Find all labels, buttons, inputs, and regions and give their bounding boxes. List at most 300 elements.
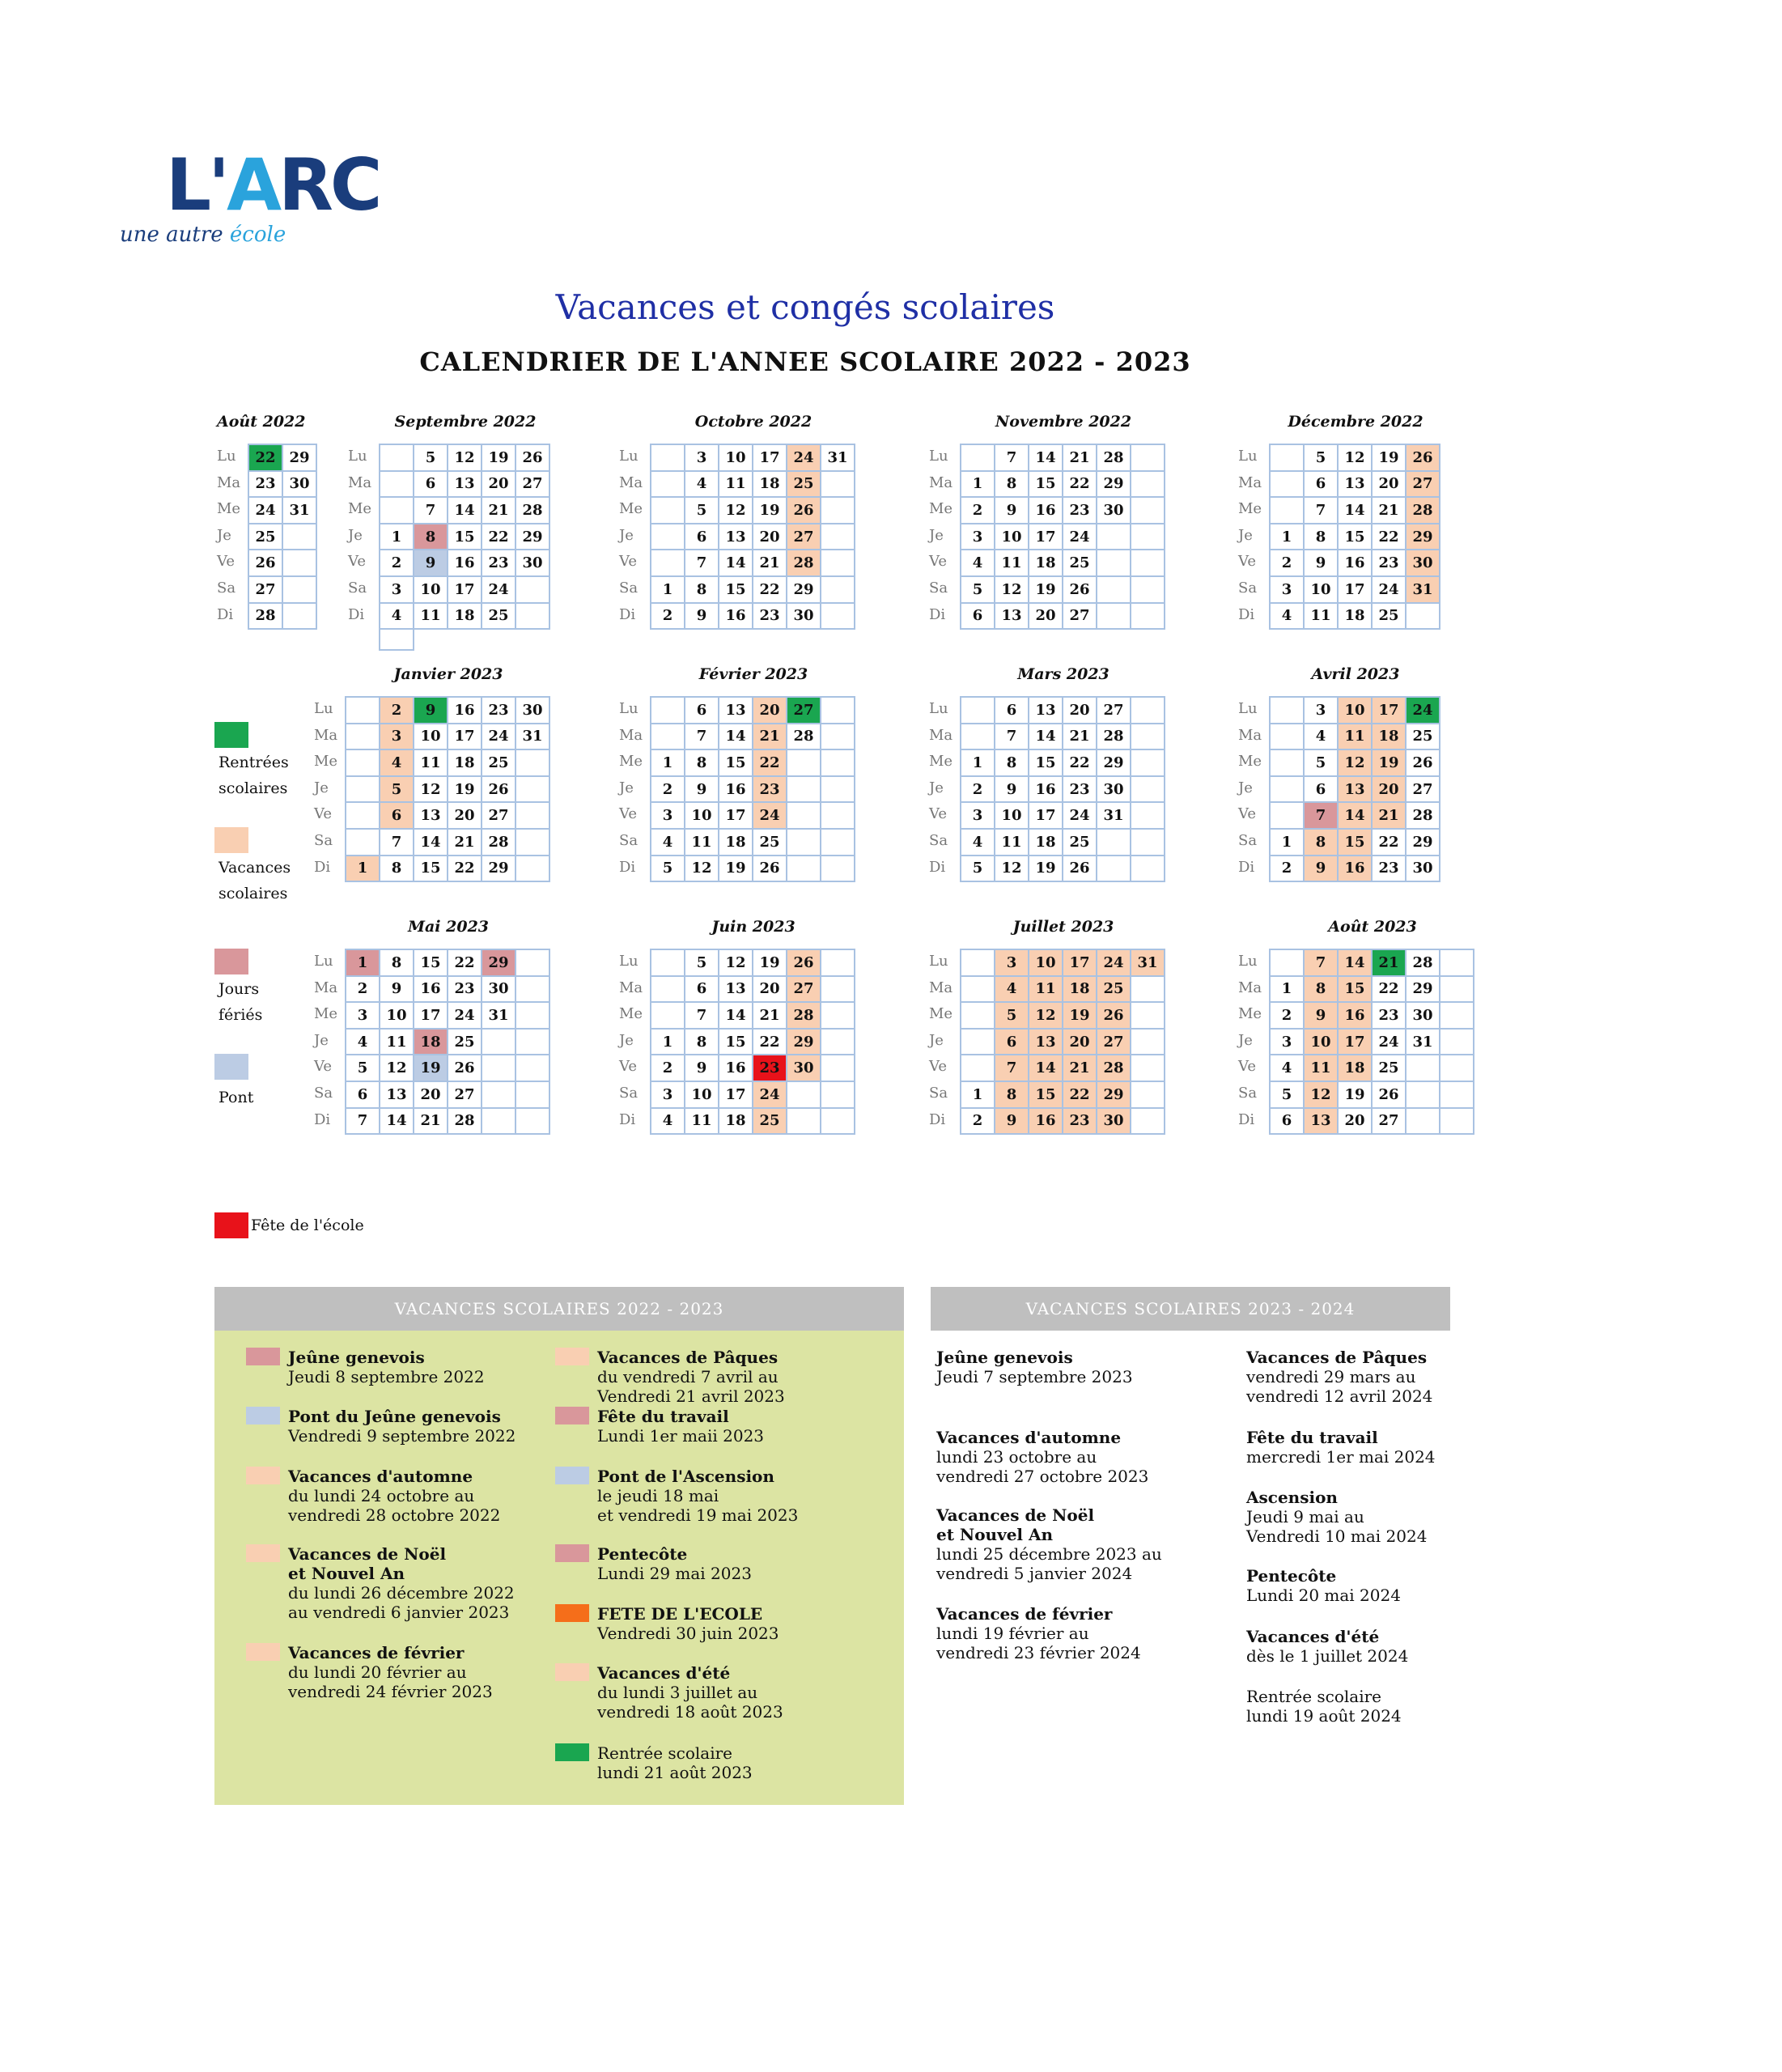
- vacation-date: lundi 21 août 2023: [597, 1763, 753, 1782]
- day-cell: 2: [380, 550, 414, 576]
- day-cell: 4: [1270, 603, 1304, 630]
- day-cell: [787, 856, 821, 882]
- day-cell: 15: [719, 749, 753, 776]
- day-cell: 22: [482, 524, 516, 550]
- day-name: Lu: [314, 953, 333, 970]
- day-cell: 15: [1029, 1081, 1063, 1108]
- day-cell: 13: [719, 524, 753, 550]
- day-cell: 2: [1270, 550, 1304, 576]
- legend-swatch-feries: [214, 949, 248, 974]
- day-cell: [1440, 949, 1474, 976]
- day-cell: 14: [1029, 724, 1063, 750]
- legend-swatch-pont: [214, 1054, 248, 1080]
- day-cell: [1131, 856, 1165, 882]
- day-cell: [448, 629, 482, 650]
- vacation-title: Vacances de Noël: [936, 1505, 1095, 1525]
- day-cell: [821, 1055, 855, 1081]
- month-title: Mars 2023: [1017, 665, 1110, 683]
- day-cell: 6: [685, 697, 719, 724]
- day-name: Lu: [1238, 953, 1258, 970]
- day-cell: 20: [753, 976, 787, 1003]
- day-cell: [961, 697, 995, 724]
- day-cell: 7: [1304, 949, 1338, 976]
- month-table: [960, 696, 1165, 882]
- day-cell: 25: [1372, 1055, 1406, 1081]
- day-cell: 12: [380, 1055, 414, 1081]
- day-cell: [821, 550, 855, 576]
- day-name: Me: [314, 1005, 338, 1023]
- day-cell: 27: [1097, 697, 1131, 724]
- month-table: [960, 949, 1165, 1135]
- day-cell: 1: [651, 576, 685, 603]
- day-cell: 12: [1304, 1081, 1338, 1108]
- day-cell: 21: [753, 1002, 787, 1029]
- legend-label-feries: Jours: [219, 980, 260, 998]
- month-table: [248, 444, 317, 630]
- day-name: Me: [929, 500, 953, 518]
- day-cell: 6: [414, 471, 448, 498]
- day-cell: 19: [1063, 1002, 1097, 1029]
- day-cell: [1097, 603, 1131, 630]
- day-cell: 9: [1304, 856, 1338, 882]
- vacances-2022-2023-header: VACANCES SCOLAIRES 2022 - 2023: [214, 1287, 904, 1331]
- day-cell: [516, 1108, 549, 1135]
- vacation-item: [1246, 1687, 1402, 1726]
- day-cell: 2: [651, 603, 685, 630]
- day-cell: 30: [282, 471, 316, 498]
- day-cell: 6: [380, 802, 414, 829]
- day-name: Sa: [1238, 1085, 1258, 1102]
- day-cell: 1: [651, 749, 685, 776]
- day-cell: 14: [1029, 444, 1063, 471]
- vacation-title: FETE DE L'ECOLE: [597, 1604, 763, 1624]
- day-cell: 22: [753, 576, 787, 603]
- day-cell: 28: [1406, 497, 1440, 524]
- day-cell: 18: [753, 471, 787, 498]
- day-cell: 29: [787, 576, 821, 603]
- day-cell: 2: [961, 776, 995, 803]
- vacation-title: Vacances d'automne: [936, 1428, 1122, 1447]
- day-cell: 25: [1063, 550, 1097, 576]
- month-title: Mai 2023: [407, 918, 490, 936]
- day-cell: [1131, 976, 1165, 1003]
- day-cell: 3: [380, 724, 414, 750]
- day-name: Lu: [929, 700, 948, 717]
- day-name: Me: [217, 500, 241, 518]
- day-name: Ve: [929, 553, 947, 571]
- vacation-item: [1246, 1566, 1401, 1605]
- day-cell: [821, 603, 855, 630]
- day-cell: 14: [1338, 497, 1372, 524]
- day-cell: 13: [1304, 1108, 1338, 1135]
- day-cell: 22: [753, 1029, 787, 1055]
- day-cell: 1: [961, 471, 995, 498]
- day-name: Ma: [619, 979, 643, 996]
- vacation-item: [288, 1643, 493, 1701]
- day-cell: 23: [753, 603, 787, 630]
- day-name: Ma: [348, 473, 372, 491]
- day-cell: [651, 444, 685, 471]
- vacation-date: Vendredi 21 avril 2023: [597, 1386, 785, 1406]
- month-title: Juin 2023: [711, 918, 796, 936]
- day-cell: 10: [1304, 576, 1338, 603]
- day-cell: 28: [482, 829, 516, 856]
- day-cell: 2: [961, 1108, 995, 1135]
- day-name: Lu: [348, 448, 367, 465]
- day-name: Ma: [1238, 979, 1262, 996]
- day-cell: 9: [995, 776, 1029, 803]
- day-cell: 30: [1097, 776, 1131, 803]
- day-cell: 11: [719, 471, 753, 498]
- day-cell: 1: [651, 1029, 685, 1055]
- vacation-item: [597, 1663, 783, 1722]
- day-cell: 26: [516, 444, 549, 471]
- day-cell: 2: [380, 697, 414, 724]
- day-cell: 16: [1029, 1108, 1063, 1135]
- day-cell: 30: [1406, 550, 1440, 576]
- day-name: Lu: [929, 448, 948, 465]
- day-cell: 23: [248, 471, 282, 498]
- day-cell: 8: [685, 749, 719, 776]
- legend-label-pont: Pont: [219, 1089, 254, 1106]
- day-name: Lu: [929, 953, 948, 970]
- day-name: Sa: [314, 1085, 333, 1102]
- vacation-date: Lundi 29 mai 2023: [597, 1564, 752, 1583]
- day-cell: 15: [1338, 524, 1372, 550]
- day-cell: 28: [1097, 1055, 1131, 1081]
- vacation-item: [1246, 1348, 1432, 1406]
- day-cell: 16: [719, 1055, 753, 1081]
- day-cell: 5: [685, 949, 719, 976]
- day-cell: 11: [380, 1029, 414, 1055]
- vacation-date: mercredi 1er mai 2024: [1246, 1447, 1436, 1467]
- day-cell: [1131, 497, 1165, 524]
- day-cell: 28: [787, 1002, 821, 1029]
- day-cell: 6: [346, 1081, 380, 1108]
- vacation-item: [597, 1348, 785, 1406]
- day-cell: [821, 724, 855, 750]
- day-cell: [1131, 724, 1165, 750]
- day-cell: 6: [961, 603, 995, 630]
- day-cell: 27: [1406, 776, 1440, 803]
- day-name: Di: [217, 605, 234, 623]
- day-name: Ve: [619, 1058, 637, 1076]
- day-cell: 16: [1338, 550, 1372, 576]
- day-cell: 18: [1029, 550, 1063, 576]
- vacation-title: Vacances de février: [936, 1604, 1113, 1624]
- day-cell: [346, 749, 380, 776]
- month-table: [650, 444, 855, 630]
- day-name: Lu: [217, 448, 236, 465]
- vacation-item: [597, 1544, 752, 1583]
- day-cell: 10: [1338, 697, 1372, 724]
- day-name: Sa: [929, 1085, 948, 1102]
- day-cell: [1270, 749, 1304, 776]
- day-cell: 29: [516, 524, 549, 550]
- day-cell: 22: [1063, 471, 1097, 498]
- vacation-title: Fête du travail: [1246, 1428, 1378, 1447]
- day-name: Ve: [348, 553, 366, 571]
- day-cell: 9: [414, 550, 448, 576]
- day-cell: 24: [1372, 1029, 1406, 1055]
- day-cell: 28: [516, 497, 549, 524]
- day-cell: [821, 749, 855, 776]
- vacation-date: vendredi 28 octobre 2022: [288, 1505, 501, 1525]
- day-name: Di: [619, 1110, 636, 1128]
- vacation-color-swatch: [555, 1663, 589, 1681]
- day-name: Lu: [314, 700, 333, 717]
- day-cell: 23: [1372, 856, 1406, 882]
- day-cell: [1270, 444, 1304, 471]
- vacation-date: dès le 1 juillet 2024: [1246, 1646, 1409, 1666]
- day-cell: 9: [1304, 1002, 1338, 1029]
- day-cell: 7: [380, 829, 414, 856]
- day-cell: 22: [1372, 829, 1406, 856]
- day-cell: 9: [685, 776, 719, 803]
- day-cell: 18: [1338, 1055, 1372, 1081]
- day-cell: 14: [448, 497, 482, 524]
- day-cell: [961, 444, 995, 471]
- vacation-title: Vacances de février: [288, 1643, 465, 1662]
- day-cell: [380, 629, 414, 650]
- day-cell: 28: [1097, 724, 1131, 750]
- day-cell: 12: [719, 497, 753, 524]
- day-cell: [346, 697, 380, 724]
- day-cell: [1270, 471, 1304, 498]
- day-name: Ma: [619, 726, 643, 744]
- day-cell: 16: [448, 697, 482, 724]
- day-cell: 20: [753, 697, 787, 724]
- vacation-title: Vacances de Noël: [288, 1544, 447, 1564]
- day-cell: [380, 444, 414, 471]
- vacation-color-swatch: [246, 1407, 280, 1424]
- page-subtitle: CALENDRIER DE L'ANNEE SCOLAIRE 2022 - 2023: [419, 346, 1191, 377]
- month-table: [1269, 696, 1440, 882]
- day-cell: 24: [1372, 576, 1406, 603]
- day-cell: 25: [787, 471, 821, 498]
- day-cell: 29: [1097, 1081, 1131, 1108]
- day-cell: 3: [1270, 1029, 1304, 1055]
- day-cell: [1440, 1055, 1474, 1081]
- day-cell: 30: [482, 976, 516, 1003]
- day-name: Me: [1238, 500, 1262, 518]
- day-cell: [1131, 829, 1165, 856]
- month-table: [345, 696, 550, 882]
- day-cell: 4: [380, 749, 414, 776]
- day-cell: 4: [1304, 724, 1338, 750]
- day-cell: [651, 524, 685, 550]
- day-cell: [516, 1081, 549, 1108]
- legend-label-rentrees-2: scolaires: [219, 779, 288, 797]
- day-cell: 5: [1304, 749, 1338, 776]
- month-title: Août 2023: [1328, 918, 1417, 936]
- vacation-item: [1246, 1488, 1427, 1546]
- legend-label-rentrees: Rentrées: [219, 754, 289, 771]
- day-cell: [1097, 829, 1131, 856]
- day-cell: 12: [685, 856, 719, 882]
- vacation-title: Pont du Jeûne genevois: [288, 1407, 501, 1426]
- day-cell: 20: [1372, 776, 1406, 803]
- day-cell: [1131, 802, 1165, 829]
- day-cell: 1: [380, 524, 414, 550]
- day-cell: 8: [995, 1081, 1029, 1108]
- day-cell: 3: [995, 949, 1029, 976]
- day-name: Me: [929, 753, 953, 771]
- day-cell: 15: [719, 1029, 753, 1055]
- day-cell: 7: [685, 550, 719, 576]
- day-cell: 26: [448, 1055, 482, 1081]
- month-title: Décembre 2022: [1288, 413, 1423, 431]
- day-cell: 8: [1304, 976, 1338, 1003]
- day-cell: 12: [719, 949, 753, 976]
- day-cell: 23: [1372, 550, 1406, 576]
- day-cell: [1097, 550, 1131, 576]
- day-cell: 1: [346, 856, 380, 882]
- day-cell: 30: [1406, 1002, 1440, 1029]
- day-cell: 16: [1029, 497, 1063, 524]
- day-cell: 3: [961, 802, 995, 829]
- day-cell: 13: [380, 1081, 414, 1108]
- day-name: Je: [348, 526, 363, 544]
- day-cell: 5: [961, 856, 995, 882]
- day-cell: 29: [282, 444, 316, 471]
- day-name: Ma: [314, 726, 338, 744]
- day-cell: 11: [685, 1108, 719, 1135]
- day-cell: 1: [346, 949, 380, 976]
- vacation-date: du vendredi 7 avril au: [597, 1367, 779, 1386]
- day-name: Me: [1238, 753, 1262, 771]
- day-cell: 5: [346, 1055, 380, 1081]
- day-cell: 4: [685, 471, 719, 498]
- day-cell: 23: [1372, 1002, 1406, 1029]
- day-cell: 16: [719, 603, 753, 630]
- day-cell: 30: [516, 697, 549, 724]
- day-cell: 15: [1029, 471, 1063, 498]
- day-cell: [516, 629, 549, 650]
- day-cell: 25: [248, 524, 282, 550]
- day-cell: 26: [248, 550, 282, 576]
- vacation-item: [288, 1348, 485, 1386]
- day-cell: 24: [482, 576, 516, 603]
- day-cell: 20: [753, 524, 787, 550]
- day-cell: 17: [448, 576, 482, 603]
- vacation-title: Pont de l'Ascension: [597, 1467, 774, 1486]
- day-cell: 30: [1097, 1108, 1131, 1135]
- day-cell: 10: [1304, 1029, 1338, 1055]
- day-name: Je: [619, 526, 634, 544]
- school-logo: L'ARC: [166, 143, 380, 227]
- vacation-title: Ascension: [1246, 1488, 1338, 1507]
- day-cell: 5: [995, 1002, 1029, 1029]
- vacation-title: Pentecôte: [597, 1544, 688, 1564]
- day-cell: [380, 497, 414, 524]
- day-cell: 27: [248, 576, 282, 603]
- day-name: Me: [929, 1005, 953, 1023]
- vacation-date: vendredi 5 janvier 2024: [936, 1564, 1133, 1583]
- day-cell: 30: [787, 1055, 821, 1081]
- day-cell: 21: [753, 550, 787, 576]
- day-cell: [1406, 1081, 1440, 1108]
- vacation-color-swatch: [246, 1643, 280, 1661]
- day-name: Ve: [619, 805, 637, 823]
- day-cell: 10: [380, 1002, 414, 1029]
- day-cell: 9: [995, 497, 1029, 524]
- day-cell: 31: [482, 1002, 516, 1029]
- legend-label-vacances-2: scolaires: [219, 885, 288, 902]
- day-name: Ma: [314, 979, 338, 996]
- day-cell: 6: [995, 697, 1029, 724]
- vacation-item: [288, 1407, 516, 1446]
- day-cell: 19: [482, 444, 516, 471]
- day-cell: [961, 724, 995, 750]
- day-cell: 31: [1406, 576, 1440, 603]
- day-cell: 6: [995, 1029, 1029, 1055]
- day-cell: 20: [482, 471, 516, 498]
- day-cell: 29: [1097, 749, 1131, 776]
- day-cell: 29: [482, 949, 516, 976]
- day-cell: 24: [1406, 697, 1440, 724]
- day-cell: 7: [685, 724, 719, 750]
- day-cell: 25: [1372, 603, 1406, 630]
- vacation-title: Jeûne genevois: [288, 1348, 425, 1367]
- day-cell: 9: [685, 1055, 719, 1081]
- day-cell: 27: [787, 976, 821, 1003]
- day-cell: 1: [961, 1081, 995, 1108]
- day-name: Je: [1238, 1031, 1253, 1049]
- day-cell: 14: [380, 1108, 414, 1135]
- day-cell: [282, 524, 316, 550]
- day-cell: 25: [482, 603, 516, 630]
- day-cell: 16: [448, 550, 482, 576]
- month-title: Octobre 2022: [694, 413, 813, 431]
- day-cell: 17: [1338, 1029, 1372, 1055]
- day-cell: 11: [414, 749, 448, 776]
- vacation-color-swatch: [246, 1467, 280, 1484]
- day-cell: 31: [821, 444, 855, 471]
- day-cell: [516, 976, 549, 1003]
- legend-swatch-rentrees: [214, 722, 248, 748]
- day-cell: 4: [651, 1108, 685, 1135]
- day-name: Ve: [929, 805, 947, 823]
- day-cell: 14: [1029, 1055, 1063, 1081]
- day-cell: 1: [1270, 829, 1304, 856]
- vacation-item: [288, 1467, 500, 1525]
- day-cell: 21: [1372, 497, 1406, 524]
- day-cell: 21: [1063, 1055, 1097, 1081]
- day-cell: [482, 629, 516, 650]
- legend-swatch-vacances: [214, 827, 248, 853]
- day-cell: 3: [685, 444, 719, 471]
- day-cell: [787, 829, 821, 856]
- day-cell: 3: [651, 802, 685, 829]
- day-cell: 25: [1097, 976, 1131, 1003]
- vacation-date: Lundi 20 mai 2024: [1246, 1586, 1401, 1605]
- day-cell: [1406, 603, 1440, 630]
- day-cell: 18: [719, 1108, 753, 1135]
- day-cell: 7: [346, 1108, 380, 1135]
- vacation-item: [597, 1467, 798, 1525]
- month-table: [1269, 444, 1440, 630]
- day-cell: 3: [961, 524, 995, 550]
- day-cell: 17: [719, 802, 753, 829]
- month-title: Juillet 2023: [1012, 918, 1114, 936]
- day-cell: [282, 550, 316, 576]
- day-name: Ve: [1238, 1058, 1256, 1076]
- day-name: Di: [314, 858, 331, 876]
- day-cell: 22: [448, 856, 482, 882]
- day-cell: 22: [1372, 524, 1406, 550]
- day-cell: 5: [1304, 444, 1338, 471]
